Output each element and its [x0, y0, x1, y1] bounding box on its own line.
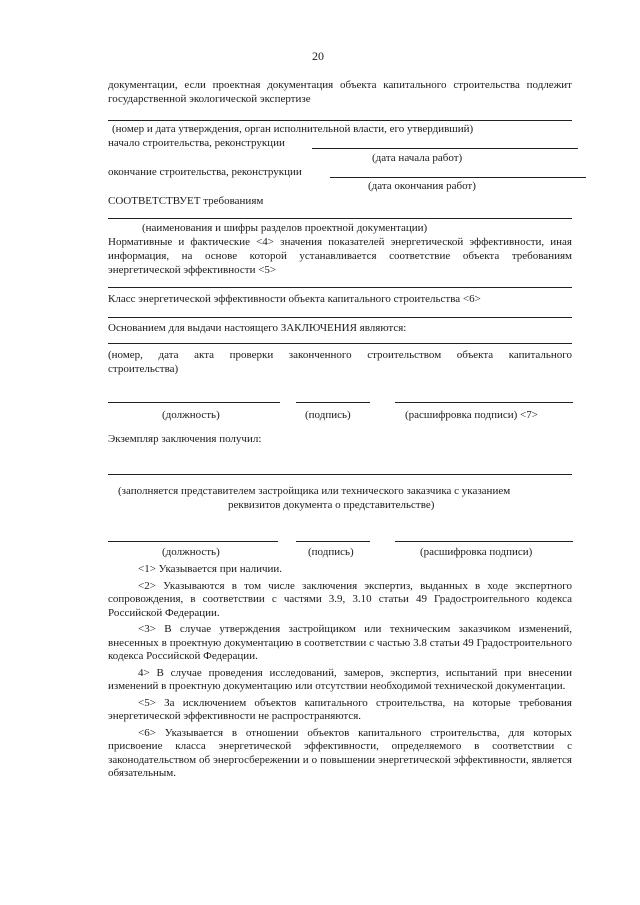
sig1-position-line [108, 402, 280, 403]
sig1-signature-caption: (подпись) [305, 409, 351, 421]
intro-line-2: государственной экологической экспертизе [108, 93, 311, 105]
sections-line [108, 218, 572, 219]
sig1-decoding-caption: (расшифровка подписи) <7> [405, 409, 538, 421]
copy-received-text: Экземпляр заключения получил: [108, 433, 262, 445]
footnotes [108, 563, 572, 781]
footnote-4: 4> В случае проведения исследований, замеров, экспертиз, испытаний при внесении изменений в проектную документацию или отсутствии необходимой технической документации. [108, 666, 572, 692]
footnote-3: <3> В случае утверждения застройщиком или техническим заказчиком изменений, внесенных в проектную документацию в соответствии с частью 3.8 статьи 49 Градостроительного кодекса Российской Федерации. [108, 623, 572, 662]
sig2-signature-line [296, 541, 370, 542]
representative-line-2: реквизитов документа о представительстве) [228, 499, 435, 511]
footnote-5: <5> За исключением объектов капитального строительства, на которые требования энергетической эффективности не распространяются. [108, 696, 572, 722]
representative-line-1: (заполняется представителем застройщика или технического заказчика с указанием [118, 485, 511, 497]
complies-text: СООТВЕТСТВУЕТ требованиям [108, 195, 264, 207]
approval-caption: (номер и дата утверждения, орган исполнительной власти, его утвердивший) [112, 123, 474, 135]
start-label: начало строительства, реконструкции [108, 137, 285, 149]
intro-line-1: документации, если проектная документация объекта капитального строительства подлежит [108, 79, 572, 91]
footnote-1: <1> Указывается при наличии. [138, 563, 283, 575]
basis-line [108, 343, 572, 344]
sig2-position-caption: (должность) [162, 546, 220, 558]
sig2-decoding-line [395, 541, 573, 542]
sig2-decoding-caption: (расшифровка подписи) [420, 546, 533, 558]
start-date-line [312, 148, 578, 149]
energy-class: Класс энергетической эффективности объекта капитального строительства <6> [108, 293, 481, 305]
sections-caption: (наименования и шифры разделов проектной документации) [142, 222, 428, 234]
footnote-2: <2> Указываются в том числе заключения экспертиз, выданных в ходе экспертного сопровождения, в соответствии с частями 3.9, 3.10 статьи 49 Градостроительного кодекса Российской Федерации. [108, 579, 572, 619]
basis-text: Основанием для выдачи настоящего ЗАКЛЮЧЕНИЯ являются: [108, 322, 407, 334]
energy-line [108, 287, 572, 288]
energy-line-3: энергетической эффективности <5> [108, 264, 277, 276]
end-label: окончание строительства, реконструкции [108, 166, 302, 178]
sig2-position-line [108, 541, 278, 542]
energy-line-1: Нормативные и фактические <4> значения показателей энергетической эффективности, иная [108, 236, 572, 248]
energy-line-2: информация, на основе которой устанавливается соответствие объекта требованиям [108, 250, 572, 262]
recipient-line [108, 474, 572, 475]
end-caption: (дата окончания работ) [368, 180, 476, 192]
end-date-line [330, 177, 586, 178]
class-line [108, 317, 572, 318]
sig2-signature-caption: (подпись) [308, 546, 354, 558]
sig1-decoding-line [395, 402, 573, 403]
sig1-position-caption: (должность) [162, 409, 220, 421]
approval-line [108, 120, 572, 121]
footnote-6: <6> Указывается в отношении объектов капитального строительства, для которых присвоение класса энергетической эффективности, определяемого в соответствии с законодательством об энергосбережении и о повышении энергетической эффективности, является обязательным. [108, 726, 572, 779]
act-line-1: (номер, дата акта проверки законченного строительством объекта капитального [108, 349, 572, 361]
act-line-2: строительства) [108, 363, 179, 375]
page-number: 20 [312, 49, 324, 63]
sig1-signature-line [296, 402, 370, 403]
start-caption: (дата начала работ) [372, 152, 463, 164]
